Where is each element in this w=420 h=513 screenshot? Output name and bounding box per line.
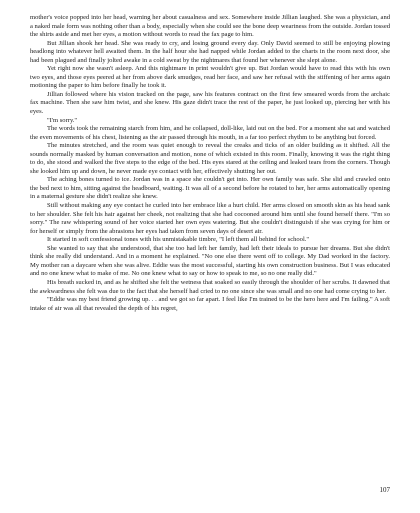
paragraph: She wanted to say that she understood, that she too had left her family, had left their ideals to pursue her dreams. But she didn't think she really did understand. And in a moment he explained. "No one else there went off to college. My Dad worked in the factory. My mother ran a daycare when she was alive. Eddie was the most successful, starting his own construction business. But I was educated and no one knew what to make of me. No one knew what to say or how to speak to me, so no one really did." [30,244,390,278]
paragraph: Still without making any eye contact he curled into her embrace like a hurt child. Her arms closed on smooth skin as his head sank to her shoulder. She felt his hair against her cheek, not realizing that she had cocooned around him until she found herself there. "I'm so sorry." The raw whispering sound of her voice started her own eyes watering. But she couldn't distinguish if she was crying for him or for herself or simply from the abrasions her eyes had taken from seven days of desert air. [30,202,390,235]
paragraph: "I'm sorry." [47,116,78,124]
paragraph: The minutes stretched, and the room was quiet enough to reveal the creaks and ticks of an older building as it shifted. All the sounds normally masked by human conversation and motion, none of which existed in this room. Finally, knowing it was the right thing to do, she stood and walked the five steps to the edge of the bed. His eyes stared at the ceiling and leaked tears from the corners. Though she looked him up and down, he never made eye contact with her, effectively shutting her out. [30,142,390,175]
paragraph: Jillian followed where his vision tracked on the page, saw his features contract on the first few smeared words from the archaic fax machine. Then she saw him twist, and she knew. His gaze didn't trace the rest of the paper, he just looked up, piercing her with his eyes. [30,90,390,116]
paragraph: The words took the remaining starch from him, and he collapsed, doll-like, laid out on the bed. For a moment she sat and watched the even movements of his chest, listening as the air passed through his mouth, in a far too perfect rhythm to be anything but forced. [30,125,390,141]
paragraph: His breath sucked in, and as he shifted she felt the wetness that soaked so easily through the shoulder of her scrubs. It dawned that the awkwardness she felt was due to the fact that she herself had cried to no one since she was small and no one had come crying to her. [30,278,390,295]
paragraph: Yet right now she wasn't asleep. And this nightmare in print wouldn't give up. But Jordan would have to read this with his own two eyes, and those eyes peered at her from above dark smudges, read her face, and saw her refusal with the stiffening of her arms again motioning the paper to him before finally he took it. [30,65,390,90]
paragraph: mother's voice popped into her head, warning her about casualness and sex. Somewhere inside Jillian laughed. She was a physician, and a naked male form was nothing other than a body, especially when she could see the bone deep weariness from the outside. Jordan tossed the shirts aside and met her eyes, a motion without words to read the fax page to him. [30,14,390,39]
paragraph: It started in soft confessional tones with his unmistakable timbre, "I left them all behind for school." [47,236,310,244]
paragraph: But Jillian shook her head. She was ready to cry, and losing ground every day. Only David seemed to still be enjoying plowing headlong into whatever hell awaited them. In the half hour she had napped while Jordan added to the charts in the room next door, she had been plagued and finally jolted awake in a cold sweat by the nightmares that found her whenever she slept alone. [30,39,390,64]
page-number: 107 [379,486,390,494]
paragraph: The aching bones turned to ice. Jordan was in a space she couldn't get into. Her own family was safe. She slid and crawled onto the bed next to him, sitting against the headboard, waiting. It was all of a second before he rotated to her, her arms automatically opening in a maternal gesture she didn't realize she knew. [30,176,390,201]
document-body [30,14,390,313]
paragraph: "Eddie was my best friend growing up. . . and we got so far apart. I feel like I'm trained to be the hero here and I'm failing." A soft intake of air was all that revealed the depth of his regret, [30,296,390,312]
